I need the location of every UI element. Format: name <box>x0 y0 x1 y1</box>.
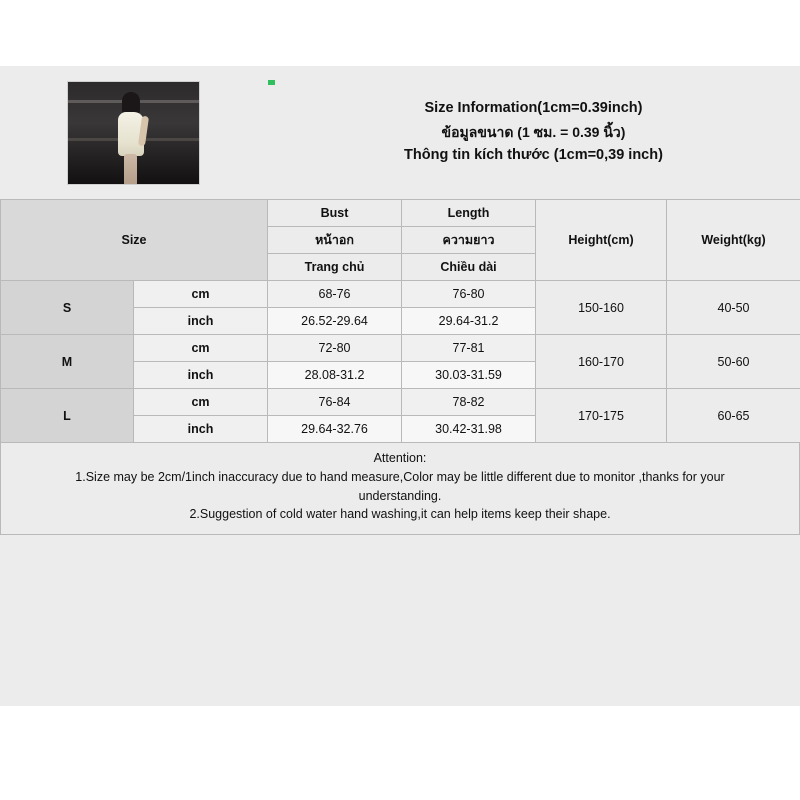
weight-s: 40-50 <box>667 281 800 335</box>
bust-inch-m: 28.08-31.2 <box>268 362 402 389</box>
length-cm-l: 78-82 <box>402 389 536 416</box>
product-photo-cell <box>0 66 267 199</box>
chart-header <box>0 66 800 199</box>
unit-cm-s: cm <box>134 281 268 308</box>
row-size-s: S <box>1 281 134 335</box>
attention-line-3: 2.Suggestion of cold water hand washing,it can help items keep their shape. <box>189 507 611 522</box>
length-inch-m: 30.03-31.59 <box>402 362 536 389</box>
row-size-m: M <box>1 335 134 389</box>
weight-header: Weight(kg) <box>667 200 800 281</box>
length-cm-s: 76-80 <box>402 281 536 308</box>
unit-inch-s: inch <box>134 308 268 335</box>
bust-header-vi: Trang chủ <box>268 254 402 281</box>
model-legs <box>124 154 137 185</box>
height-m: 160-170 <box>536 335 667 389</box>
photo-model <box>112 92 150 185</box>
green-marker-icon <box>268 80 275 85</box>
unit-cm-l: cm <box>134 389 268 416</box>
weight-m: 50-60 <box>667 335 800 389</box>
attention-block <box>0 443 800 535</box>
bust-cm-m: 72-80 <box>268 335 402 362</box>
length-cm-m: 77-81 <box>402 335 536 362</box>
unit-cm-m: cm <box>134 335 268 362</box>
bust-inch-s: 26.52-29.64 <box>268 308 402 335</box>
length-header-en: Length <box>402 200 536 227</box>
attention-title: Attention: <box>373 451 427 465</box>
attention-line-2: understanding. <box>358 488 442 503</box>
bust-header-th: หน้าอก <box>268 227 402 254</box>
title-line-en: Size Information(1cm=0.39inch) <box>424 100 643 117</box>
title-line-vi: Thông tin kích thước (1cm=0,39 inch) <box>404 146 663 163</box>
height-header: Height(cm) <box>536 200 667 281</box>
table-row <box>1 335 800 362</box>
title-line-th: ข้อมูลขนาด (1 ซม. = 0.39 นิ้ว) <box>441 124 626 141</box>
size-table <box>0 199 800 443</box>
height-s: 150-160 <box>536 281 667 335</box>
row-size-l: L <box>1 389 134 443</box>
height-l: 170-175 <box>536 389 667 443</box>
bust-inch-l: 29.64-32.76 <box>268 416 402 443</box>
attention-line-1: 1.Size may be 2cm/1inch inaccuracy due to hand measure,Color may be little different due to monitor ,thanks for your <box>75 469 725 484</box>
size-chart-sheet <box>0 66 800 706</box>
chart-title-block <box>267 66 800 199</box>
bust-cm-l: 76-84 <box>268 389 402 416</box>
length-inch-l: 30.42-31.98 <box>402 416 536 443</box>
unit-inch-m: inch <box>134 362 268 389</box>
length-header-vi: Chiều dài <box>402 254 536 281</box>
table-row-header-1 <box>1 200 800 227</box>
length-header-th: ความยาว <box>402 227 536 254</box>
unit-inch-l: inch <box>134 416 268 443</box>
size-header-cell: Size <box>1 200 268 281</box>
bust-cm-s: 68-76 <box>268 281 402 308</box>
product-photo <box>67 81 200 185</box>
table-row <box>1 281 800 308</box>
weight-l: 60-65 <box>667 389 800 443</box>
table-row <box>1 389 800 416</box>
length-inch-s: 29.64-31.2 <box>402 308 536 335</box>
bust-header-en: Bust <box>268 200 402 227</box>
